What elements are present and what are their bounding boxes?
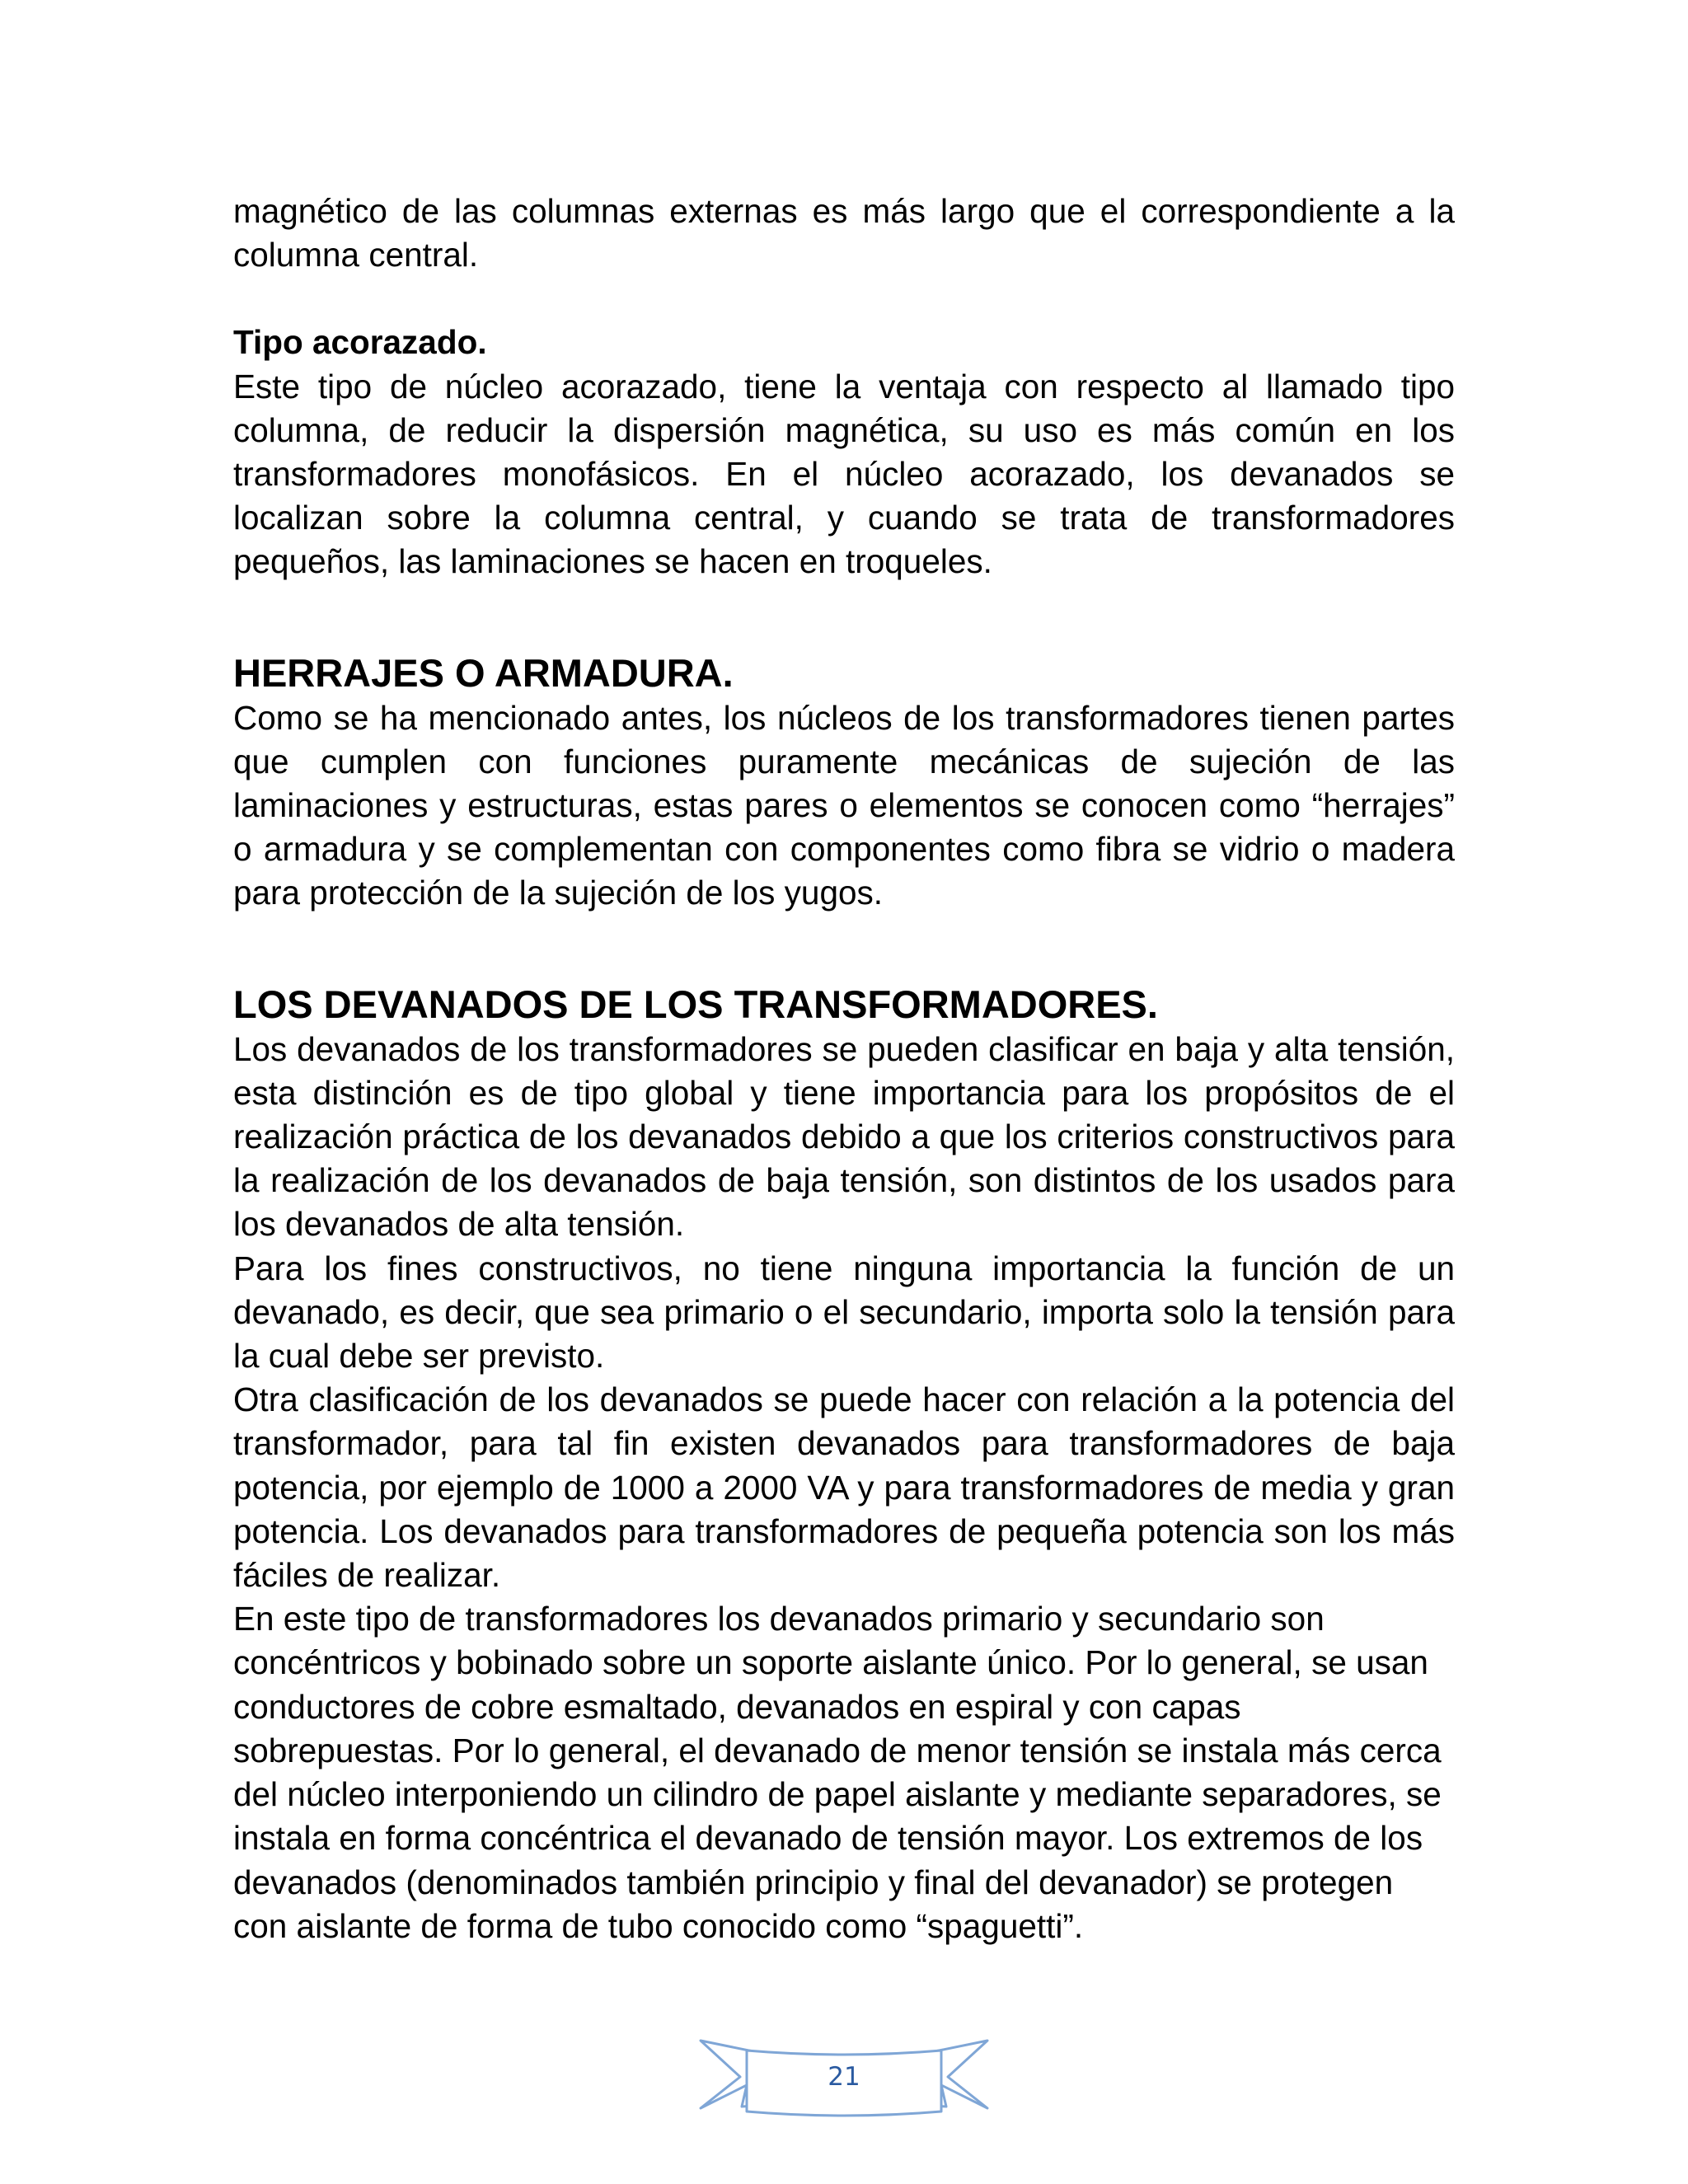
subheading-tipo-acorazado: Tipo acorazado. [233, 323, 487, 362]
spacer [233, 584, 1455, 650]
paragraph-tipo-acorazado: Este tipo de núcleo acorazado, tiene la ventaja con respecto al llamado tipo columna, de reducir la dispersión magnética, su uso es más común en los transformadores monofásicos. En el núcleo acorazado, los devanados se localizan sobre la columna central, y cuando se trata de transformadores pequeños, las laminaciones se hacen en troqueles. [233, 367, 1455, 581]
paragraph-devanados-concentricos: En este tipo de transformadores los devanados primario y secundario son concéntricos y bobinado sobre un soporte aislante único. Por lo general, se usan conductores de cobre esmaltado, devanados en espiral y con capas sobrepuestas. Por lo general, el devanado de menor tensión se instala más cerca del núcleo interponiendo un cilindro de papel aislante y mediante separadores, se instala en forma concéntrica el devanado de tensión mayor. Los extremos de los devanados (denominados también principio y final del devanador) se protegen con aislante de forma de tubo conocido como “spaguetti”. [233, 1600, 1442, 1945]
page-content [233, 190, 1455, 1948]
paragraph-clasificacion-potencia: Otra clasificación de los devanados se puede hacer con relación a la potencia del transformador, para tal fin existen devanados para transformadores de baja potencia, por ejemplo de 1000 a 2000 VA y para transformadores de media y gran potencia. Los devanados para transformadores de pequeña potencia son los más fáciles de realizar. [233, 1380, 1455, 1595]
heading-devanados: LOS DEVANADOS DE LOS TRANSFORMADORES. [233, 982, 1158, 1026]
paragraph-devanados-clasificacion: Los devanados de los transformadores se pueden clasificar en baja y alta tensión, esta distinción es de tipo global y tiene importancia para los propósitos de el realización práctica de los devanados debido a que los criterios constructivos para la realización de los devanados de baja tensión, son distintos de los usados para los devanados de alta tensión. [233, 1029, 1455, 1244]
paragraph-fines-constructivos: Para los fines constructivos, no tiene ninguna importancia la función de un devanado, es decir, que sea primario o el secundario, importa solo la tensión para la cual debe ser previsto. [233, 1249, 1455, 1376]
paragraph-core-continuation: magnético de las columnas externas es más largo que el correspondiente a la columna central. [233, 192, 1455, 274]
paragraph-herrajes: Como se ha mencionado antes, los núcleos de los transformadores tienen partes que cumplen con funciones puramente mecánicas de sujeción de las laminaciones y estructuras, estas pares o elementos se conocen como “herrajes” o armadura y se complementan con componentes como fibra se vidrio o madera para protección de la sujeción de los yugos. [233, 698, 1455, 912]
page-number-ribbon [697, 2034, 991, 2125]
heading-herrajes: HERRAJES O ARMADURA. [233, 650, 734, 695]
page-number: 21 [828, 2062, 860, 2092]
spacer [233, 916, 1455, 982]
spacer [233, 277, 1455, 321]
